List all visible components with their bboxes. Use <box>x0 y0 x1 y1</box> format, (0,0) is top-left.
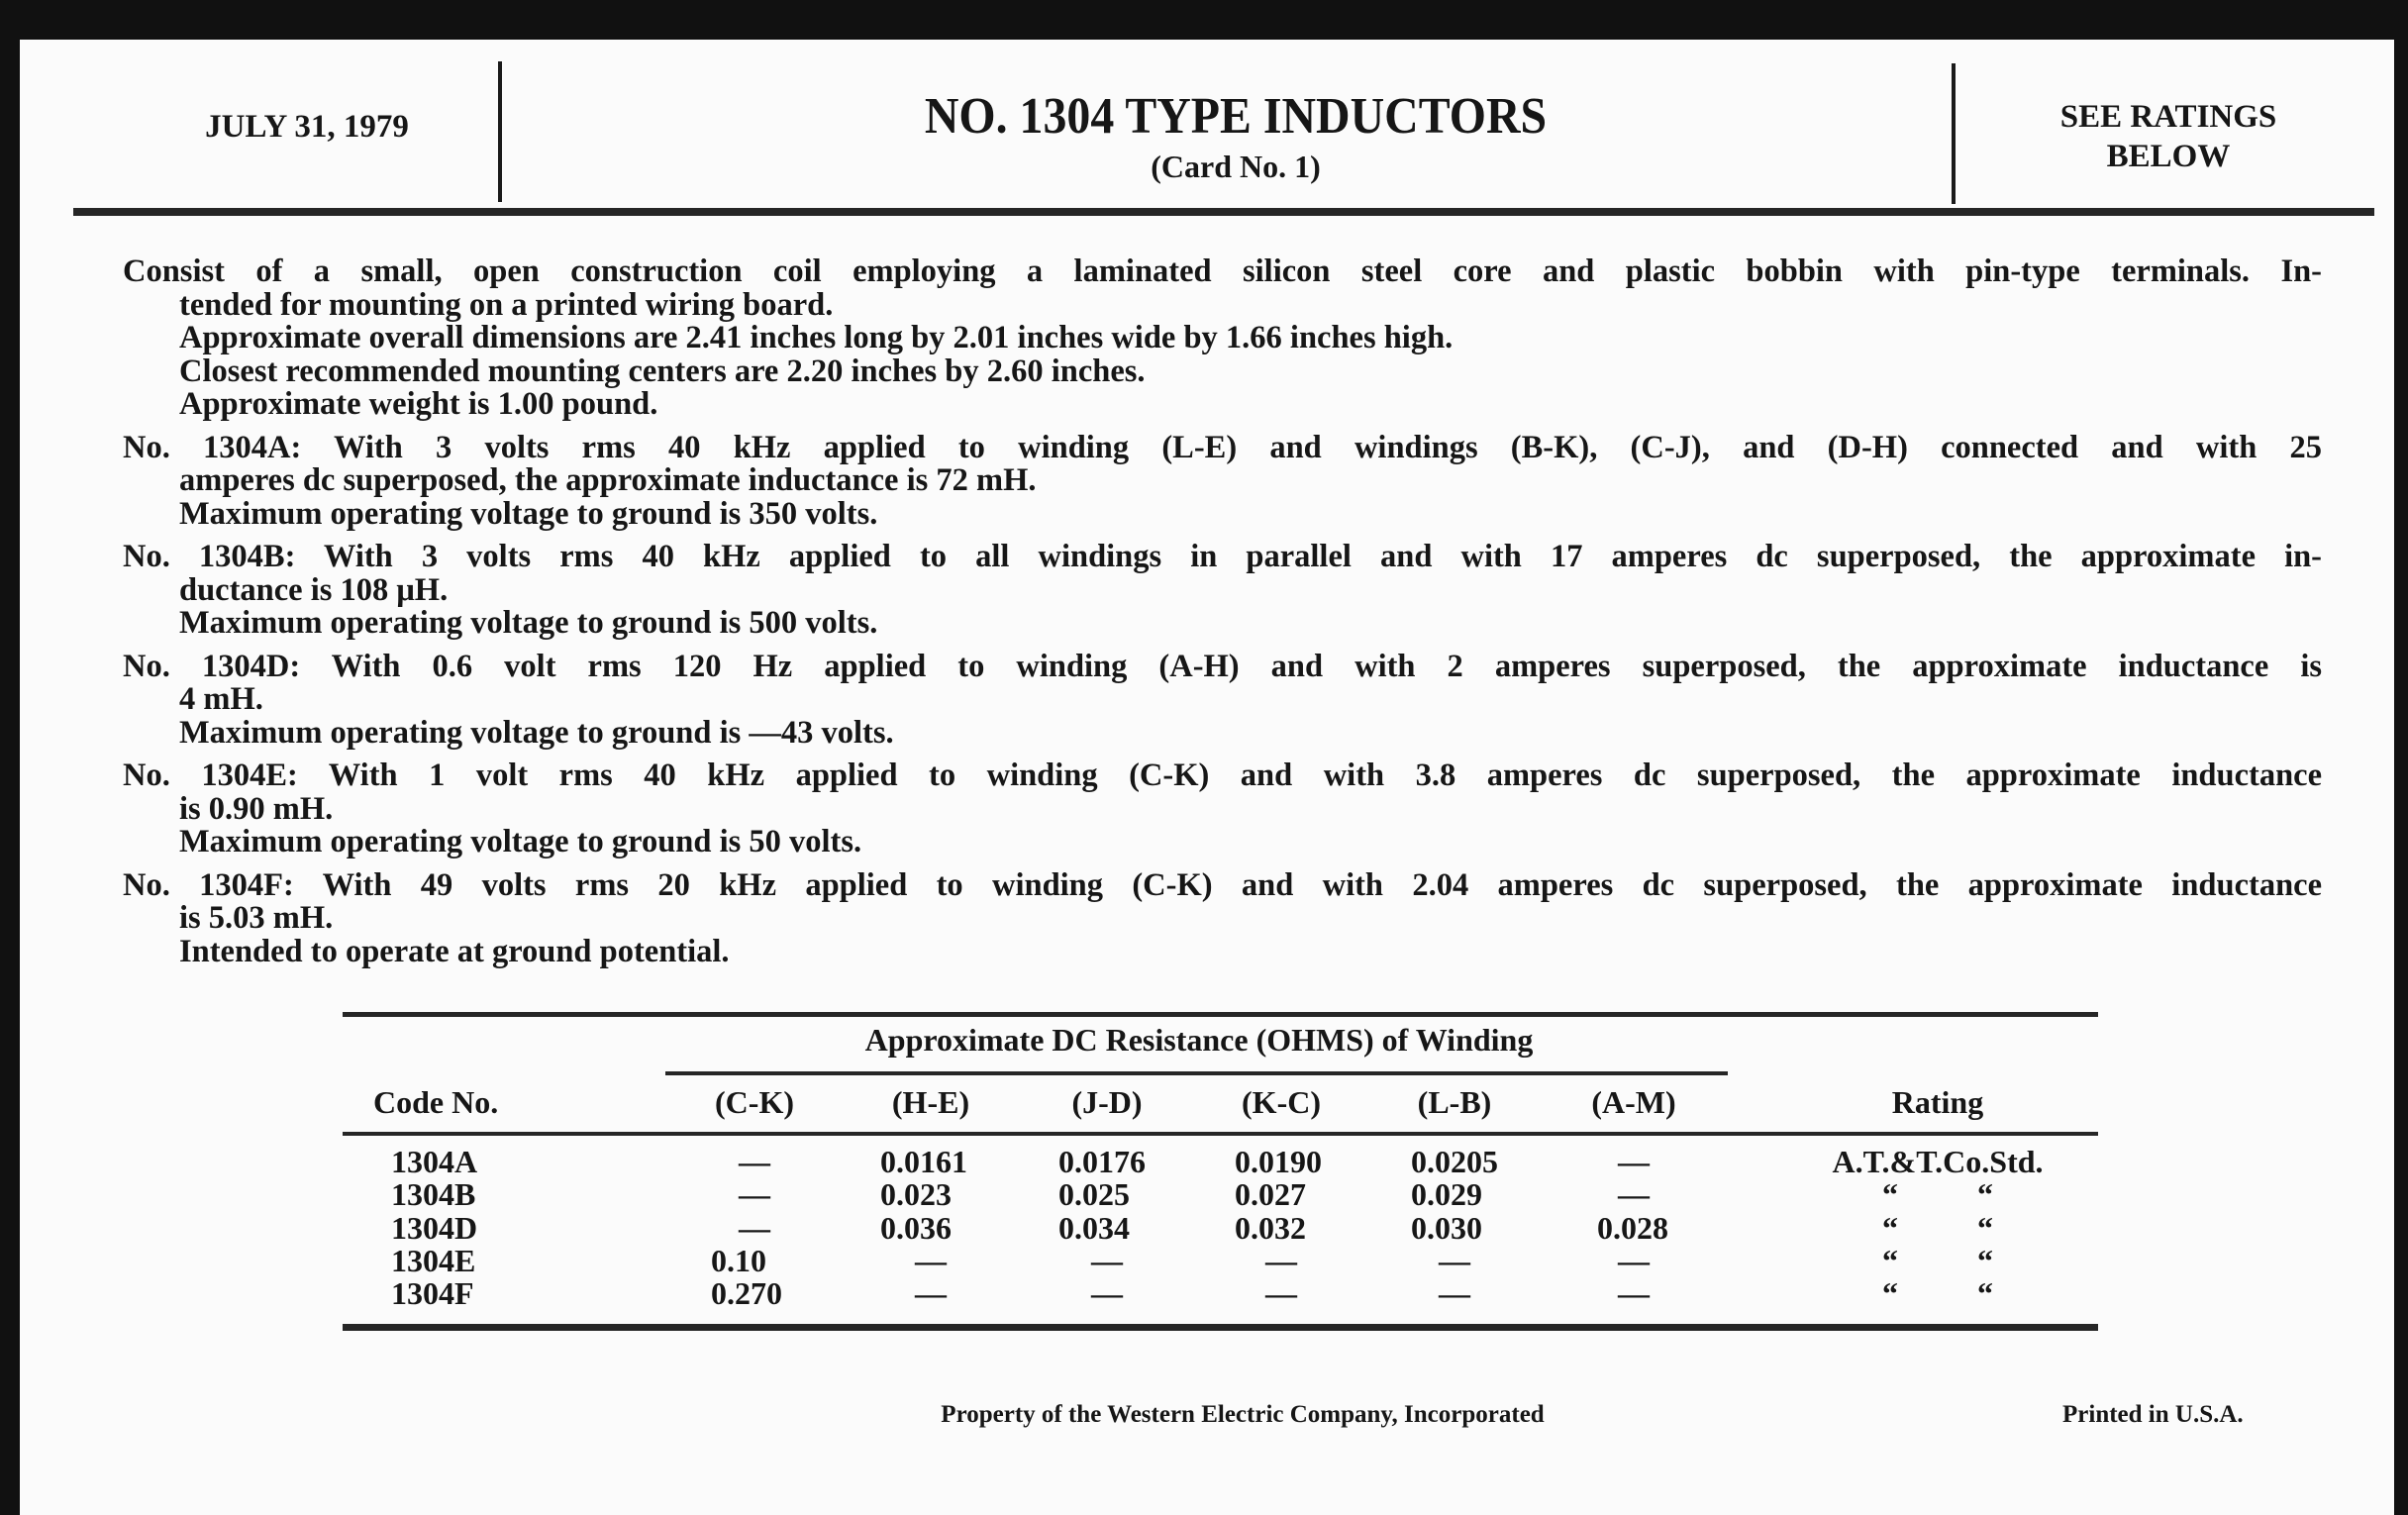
description-line: No. 1304D: With 0.6 volt rms 120 Hz applied to winding (A-H) and with 2 amperes superposed, the approximate inductance is <box>123 650 2322 683</box>
description-line: Maximum operating voltage to ground is 350 volts. <box>179 495 878 532</box>
ratings-note <box>1975 97 2361 176</box>
rating-cell: “ “ <box>1882 1176 1993 1212</box>
resistance-cell: — <box>1265 1243 1297 1278</box>
header-row-rule <box>343 1132 2098 1136</box>
description-line: No. 1304E: With 1 volt rms 40 kHz applied to winding (C-K) and with 3.8 amperes dc superposed, the approximate inductance <box>123 759 2322 793</box>
resistance-cell: 0.023 <box>880 1176 952 1212</box>
resistance-cell: 0.10 <box>711 1243 766 1278</box>
card-date: JULY 31, 1979 <box>205 109 409 145</box>
resistance-cell: 0.270 <box>711 1275 782 1311</box>
resistance-cell: — <box>1439 1243 1470 1278</box>
description-line: Maximum operating voltage to ground is —43 volts. <box>179 714 894 751</box>
resistance-cell: — <box>915 1243 947 1278</box>
column-header: (J-D) <box>1071 1084 1143 1120</box>
description-text <box>123 255 2322 968</box>
description-line: Maximum operating voltage to ground is 500 volts. <box>179 605 878 641</box>
resistance-cell: — <box>915 1275 947 1311</box>
description-line: Approximate overall dimensions are 2.41 inches long by 2.01 inches wide by 1.66 inches high. <box>179 320 1454 355</box>
description-line: Maximum operating voltage to ground is 50 volts. <box>179 824 862 859</box>
resistance-cell: — <box>1091 1243 1123 1278</box>
resistance-cell: — <box>1618 1144 1650 1179</box>
description-line: is 0.90 mH. <box>179 790 334 827</box>
table-bottom-rule <box>343 1324 2098 1331</box>
description-line: tended for mounting on a printed wiring board. <box>179 286 834 323</box>
description-line: is 5.03 mH. <box>179 900 334 936</box>
ratings-note-line1: SEE RATINGS <box>2059 99 2277 135</box>
header-rule <box>73 208 2374 216</box>
column-header: (K-C) <box>1242 1084 1321 1120</box>
description-line: Consist of a small, open construction coil employing a laminated silicon steel core and plastic bobbin with pin-type terminals. In- <box>123 255 2322 289</box>
header-divider-left <box>498 61 502 202</box>
column-header: (H-E) <box>891 1084 970 1120</box>
description-line: amperes dc superposed, the approximate inductance is 72 mH. <box>179 462 1037 498</box>
group-header: Approximate DC Resistance (OHMS) of Winding <box>864 1022 1534 1058</box>
card-number: (Card No. 1) <box>1151 149 1321 184</box>
data-card <box>20 40 2394 1515</box>
resistance-cell: 0.036 <box>880 1210 952 1246</box>
resistance-cell: 0.030 <box>1411 1210 1482 1246</box>
ratings-note-line2: BELOW <box>2106 139 2231 174</box>
resistance-cell: — <box>739 1210 770 1246</box>
description-line: No. 1304A: With 3 volts rms 40 kHz applied to winding (L-E) and windings (B-K), (C-J), and (D-H) connected and with 25 <box>123 431 2322 464</box>
page-title: NO. 1304 TYPE INDUCTORS <box>924 88 1548 145</box>
resistance-cell: — <box>1618 1243 1650 1278</box>
resistance-cell: 0.0176 <box>1058 1144 1146 1179</box>
table-top-rule <box>343 1012 2098 1017</box>
description-line: Approximate weight is 1.00 pound. <box>179 386 658 422</box>
column-header: Code No. <box>373 1084 499 1120</box>
code-cell: 1304A <box>391 1144 478 1179</box>
resistance-cell: 0.027 <box>1235 1176 1306 1212</box>
code-cell: 1304E <box>391 1243 476 1278</box>
resistance-cell: — <box>1618 1176 1650 1212</box>
description-line: Closest recommended mounting centers are 2.20 inches by 2.60 inches. <box>179 353 1146 389</box>
code-cell: 1304D <box>391 1210 478 1246</box>
description-line: Intended to operate at ground potential. <box>179 933 730 969</box>
resistance-cell: 0.034 <box>1058 1210 1130 1246</box>
resistance-cell: 0.032 <box>1235 1210 1306 1246</box>
resistance-cell: — <box>739 1144 770 1179</box>
rating-cell: “ “ <box>1882 1243 1993 1278</box>
code-cell: 1304F <box>391 1275 474 1311</box>
header-divider-right <box>1952 63 1956 204</box>
description-line: 4 mH. <box>179 681 263 717</box>
resistance-cell: — <box>739 1176 770 1212</box>
description-line: No. 1304B: With 3 volts rms 40 kHz applied to all windings in parallel and with 17 amperes dc superposed, the approximate in- <box>123 541 2322 574</box>
resistance-cell: 0.025 <box>1058 1176 1130 1212</box>
resistance-cell: — <box>1439 1275 1470 1311</box>
resistance-cell: — <box>1265 1275 1297 1311</box>
resistance-cell: — <box>1091 1275 1123 1311</box>
column-header: Rating <box>1891 1084 1984 1120</box>
resistance-cell: 0.0161 <box>880 1144 967 1179</box>
rating-cell: “ “ <box>1882 1210 1993 1246</box>
footer-printed: Printed in U.S.A. <box>2062 1401 2244 1428</box>
resistance-cell: 0.0190 <box>1235 1144 1322 1179</box>
column-header: (C-K) <box>715 1084 794 1120</box>
code-cell: 1304B <box>391 1176 476 1212</box>
column-header: (A-M) <box>1591 1084 1676 1120</box>
rating-cell: “ “ <box>1882 1275 1993 1311</box>
resistance-cell: — <box>1618 1275 1650 1311</box>
resistance-cell: 0.028 <box>1597 1210 1668 1246</box>
column-header: (L-B) <box>1417 1084 1492 1120</box>
resistance-cell: 0.0205 <box>1411 1144 1498 1179</box>
resistance-cell: 0.029 <box>1411 1176 1482 1212</box>
footer-property: Property of the Western Electric Company, Incorporated <box>941 1401 1545 1428</box>
description-line: ductance is 108 μH. <box>179 571 449 608</box>
group-header-rule <box>665 1071 1728 1075</box>
description-line: No. 1304F: With 49 volts rms 20 kHz applied to winding (C-K) and with 2.04 amperes dc superposed, the approximate inductance <box>123 868 2322 902</box>
rating-cell: A.T.&T.Co.Std. <box>1832 1144 2044 1179</box>
